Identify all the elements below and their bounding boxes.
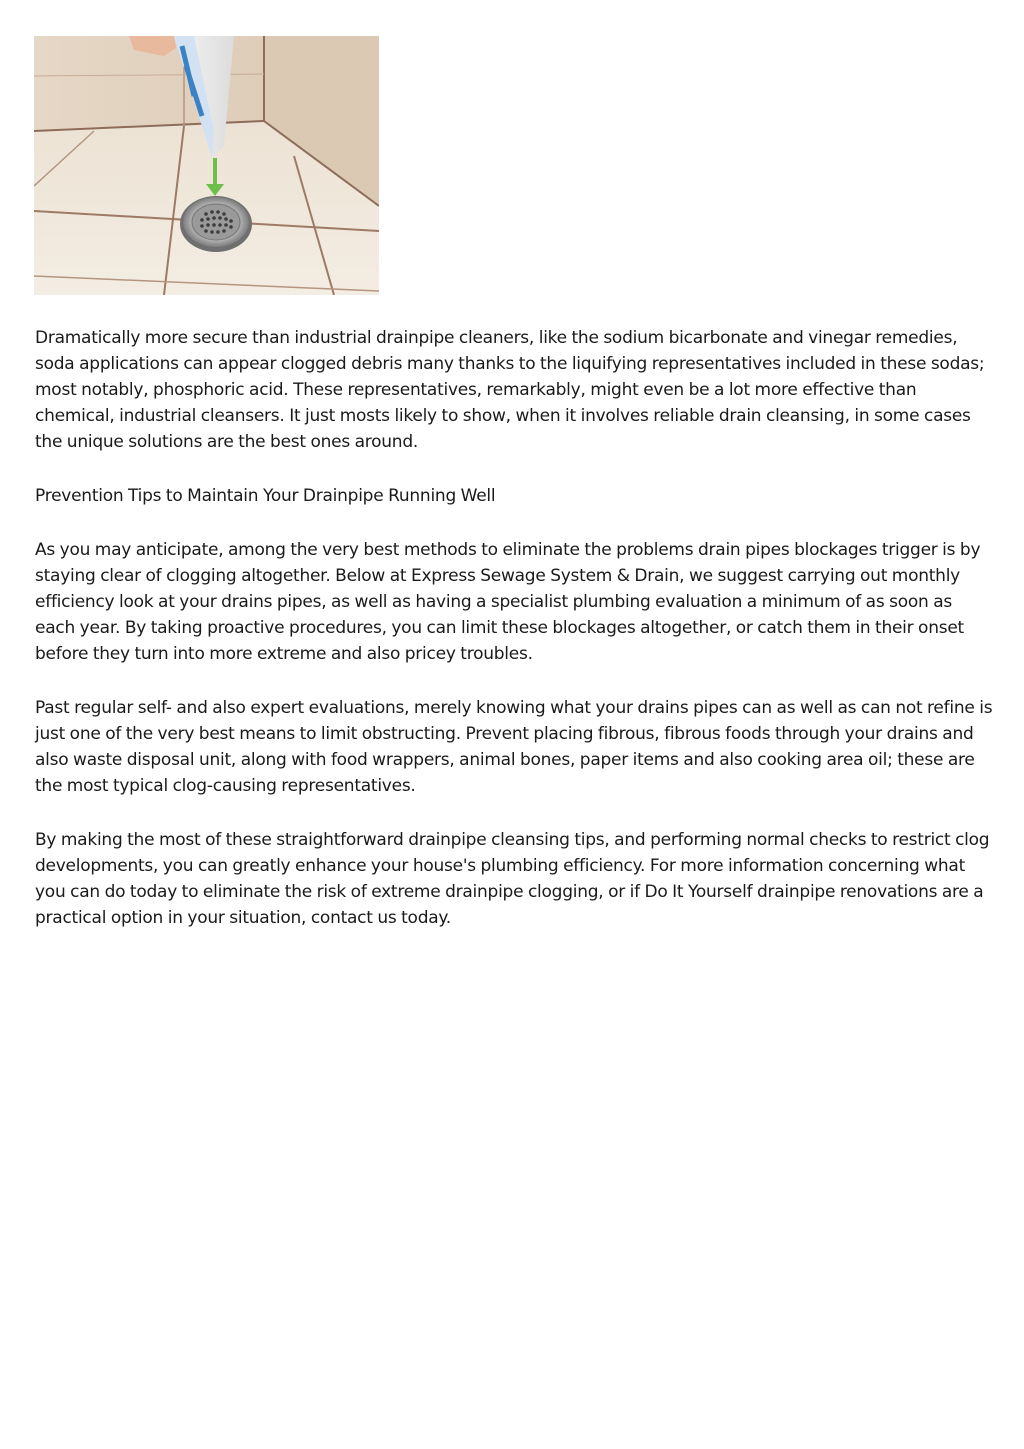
paragraph-intro: Dramatically more secure than industrial drainpipe cleaners, like the sodium bicarbonate and vinegar remedies, soda applications can appear clogged debris many thanks to the liquifying representatives included in these sodas; most notably, phosphoric acid. These representatives, remarkably, might even be a lot more effective than chemical, industrial cleansers. It just mosts likely to show, when it involves reliable drain cleansing, in some cases the unique solutions are the best ones around. <box>35 328 985 452</box>
section-heading: Prevention Tips to Maintain Your Drainpipe Running Well <box>35 486 496 506</box>
drain-photo-icon <box>34 36 379 295</box>
paragraph-closing: By making the most of these straightforward drainpipe cleansing tips, and performing normal checks to restrict clog developments, you can greatly enhance your house's plumbing efficiency. For more information concerning what you can do today to eliminate the risk of extreme drainpipe clogging, or if Do It Yourself drainpipe renovations are a practical option in your situation, contact us today. <box>35 830 990 928</box>
article-body <box>35 325 995 959</box>
paragraph-prevention: As you may anticipate, among the very best methods to eliminate the problems drain pipes blockages trigger is by staying clear of clogging altogether. Below at Express Sewage System & Drain, we suggest carrying out monthly efficiency look at your drains pipes, as well as having a specialist plumbing evaluation a minimum of as soon as each year. By taking proactive procedures, you can limit these blockages altogether, or catch them in their onset before they turn into more extreme and also pricey troubles. <box>35 540 981 664</box>
drain-photo <box>34 36 379 295</box>
paragraph-evaluations: Past regular self- and also expert evaluations, merely knowing what your drains pipes can as well as can not refine is just one of the very best means to limit obstructing. Prevent placing fibrous, fibrous foods through your drains and also waste disposal unit, along with food wrappers, animal bones, paper items and also cooking area oil; these are the most typical clog-causing representatives. <box>35 698 993 796</box>
